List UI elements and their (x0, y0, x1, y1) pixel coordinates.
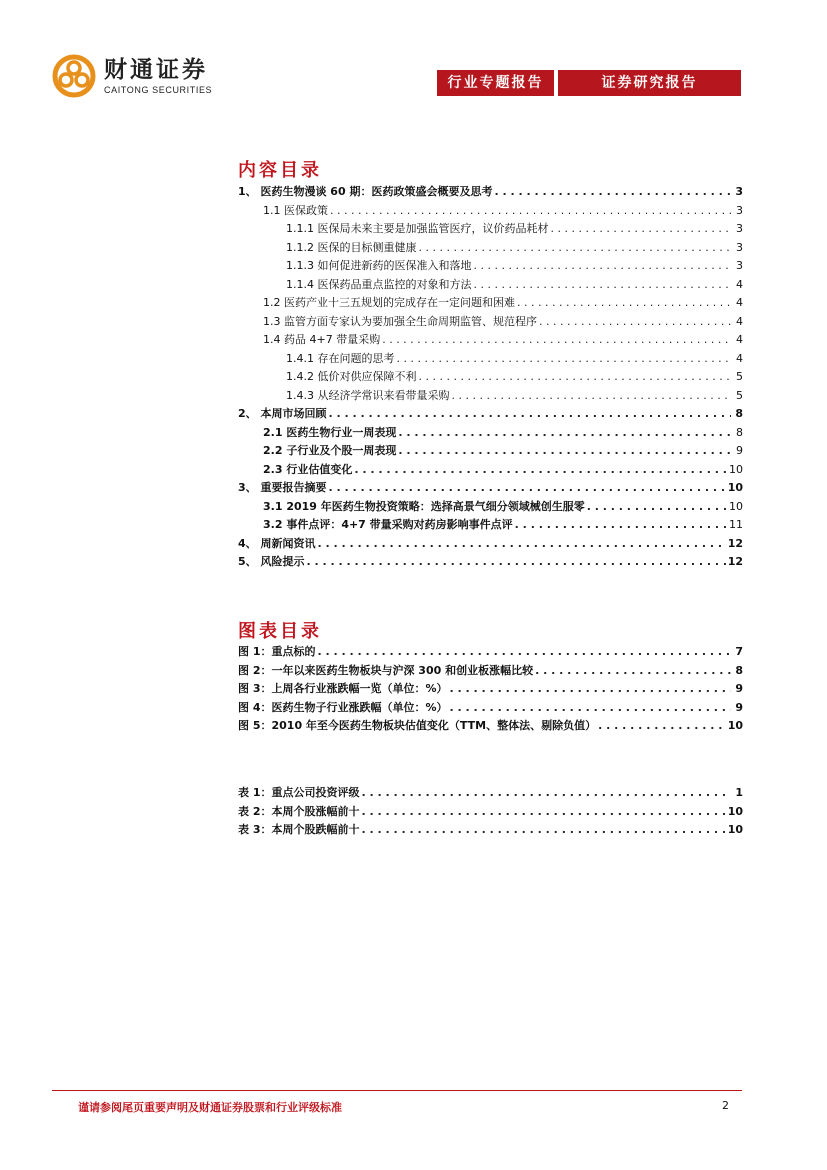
tables-list (238, 784, 743, 840)
leader-dots (473, 257, 731, 276)
leader-dots (397, 350, 732, 369)
leader-dots (494, 183, 731, 202)
toc-entry-page: 3 (736, 222, 743, 235)
report-type-tag: 行业专题报告 (437, 70, 554, 96)
toc-entry[interactable] (238, 553, 743, 572)
footer-disclaimer: 谨请参阅尾页重要声明及财通证券股票和行业评级标准 (78, 1101, 342, 1114)
figure-entry-label: 图 1：重点标的 (238, 645, 316, 658)
toc-entry-label: 4、 周新闻资讯 (238, 536, 316, 550)
leader-dots (330, 202, 731, 221)
leader-dots (398, 442, 731, 461)
toc-entry-page: 12 (727, 536, 743, 550)
figure-entry[interactable] (238, 699, 743, 718)
toc-entry-page: 9 (736, 444, 743, 457)
leader-dots (398, 424, 731, 443)
toc-entry-page: 5 (736, 370, 743, 383)
figure-entry-page: 8 (735, 663, 743, 677)
leader-dots (550, 220, 731, 239)
brand-name (104, 58, 212, 96)
figure-entry[interactable] (238, 643, 743, 662)
toc-entry[interactable] (238, 313, 743, 332)
leader-dots (354, 461, 727, 480)
toc-entry[interactable] (238, 350, 743, 369)
toc-entry-page: 10 (729, 499, 743, 513)
toc-list (238, 183, 743, 572)
toc-entry[interactable] (238, 331, 743, 350)
page-number: 2 (722, 1099, 729, 1112)
toc-entry-label: 1.1 医保政策 (263, 203, 328, 217)
toc-entry[interactable] (238, 535, 743, 554)
leader-dots (450, 699, 731, 718)
figure-entry[interactable] (238, 717, 743, 736)
table-entry-label: 表 2：本周个股涨幅前十 (238, 804, 360, 818)
figure-entry-page: 9 (735, 700, 743, 714)
toc-entry-page: 4 (736, 333, 743, 346)
toc-entry-label: 1.1.1 医保局未来主要是加强监管医疗，议价药品耗材 (286, 222, 549, 235)
brand-name-cn: 财通证券 (104, 56, 208, 83)
leader-dots (515, 516, 727, 535)
toc-entry[interactable] (238, 442, 743, 461)
toc-entry-label: 3、 重要报告摘要 (238, 481, 327, 494)
figure-entry-page: 9 (735, 682, 743, 695)
brand-name-en: CAITONG SECURITIES (104, 85, 213, 95)
toc-entry-page: 8 (735, 407, 743, 420)
toc-entry[interactable] (238, 294, 743, 313)
toc-entry-label: 1.4.3 从经济学常识来看带量采购 (286, 388, 450, 402)
figures-title: 图表目录 (238, 621, 322, 642)
figure-entry-page: 7 (735, 645, 743, 658)
toc-entry-label: 1.4.1 存在问题的思考 (286, 351, 395, 365)
research-report-tag: 证券研究报告 (558, 70, 741, 96)
toc-entry-page: 4 (736, 314, 743, 328)
leader-dots (598, 717, 726, 736)
table-entry[interactable] (238, 821, 743, 840)
toc-entry[interactable] (238, 368, 743, 387)
leader-dots (419, 239, 732, 258)
toc-entry[interactable] (238, 461, 743, 480)
page-header (0, 0, 827, 100)
toc-entry-page: 5 (736, 388, 743, 402)
figure-entry[interactable] (238, 662, 743, 681)
toc-entry-page: 11 (729, 518, 743, 531)
leader-dots (382, 331, 731, 350)
figure-entry-page: 10 (727, 719, 743, 732)
toc-entry-label: 1.2 医药产业十三五规划的完成存在一定问题和困难 (263, 296, 515, 309)
toc-entry-label: 5、 风险提示 (238, 555, 305, 568)
footer-divider (52, 1090, 742, 1091)
toc-entry-page: 4 (736, 277, 743, 291)
toc-entry[interactable] (238, 424, 743, 443)
leader-dots (361, 803, 725, 822)
leader-dots (361, 821, 725, 840)
figures-list (238, 643, 743, 736)
toc-entry-label: 1、 医药生物漫谈 60 期：医药政策盛会概要及思考 (238, 185, 493, 198)
leader-dots (535, 662, 731, 681)
toc-entry-page: 3 (736, 259, 743, 272)
figure-entry-label: 图 4：医药生物子行业涨跌幅（单位：%） (238, 700, 448, 714)
leader-dots (450, 680, 731, 699)
table-entry-label: 表 1：重点公司投资评级 (238, 786, 360, 799)
leader-dots (328, 405, 731, 424)
toc-entry[interactable] (238, 202, 743, 221)
toc-entry-label: 1.1.3 如何促进新药的医保准入和落地 (286, 259, 472, 272)
leader-dots (306, 553, 725, 572)
figure-entry-label: 图 3：上周各行业涨跌幅一览（单位：%） (238, 682, 448, 695)
toc-entry-page: 10 (729, 462, 743, 476)
toc-entry[interactable] (238, 405, 743, 424)
figure-entry[interactable] (238, 680, 743, 699)
leader-dots (539, 313, 731, 332)
toc-entry[interactable] (238, 183, 743, 202)
toc-entry-page: 12 (727, 555, 743, 568)
toc-entry-label: 2、 本周市场回顾 (238, 407, 327, 420)
leader-dots (317, 535, 725, 554)
toc-entry[interactable] (238, 387, 743, 406)
table-entry-page: 10 (727, 804, 743, 818)
toc-title: 内容目录 (238, 160, 322, 181)
figure-entry-label: 图 2：一年以来医药生物板块与沪深 300 和创业板涨幅比较 (238, 663, 534, 677)
toc-entry-page: 3 (735, 185, 743, 198)
figure-entry-label: 图 5：2010 年至今医药生物板块估值变化（TTM、整体法、剔除负值） (238, 719, 597, 732)
toc-entry-label: 1.3 监管方面专家认为要加强全生命周期监管、规范程序 (263, 314, 537, 328)
toc-entry-label: 3.2 事件点评：4+7 带量采购对药房影响事件点评 (263, 518, 513, 531)
leader-dots (452, 387, 732, 406)
toc-entry[interactable] (238, 498, 743, 517)
toc-entry[interactable] (238, 257, 743, 276)
toc-entry-label: 2.3 行业估值变化 (263, 462, 353, 476)
toc-entry[interactable] (238, 220, 743, 239)
toc-entry[interactable] (238, 516, 743, 535)
leader-dots (328, 479, 725, 498)
toc-entry-page: 10 (727, 481, 743, 494)
table-entry-page: 1 (735, 786, 743, 799)
toc-entry[interactable] (238, 479, 743, 498)
toc-entry-label: 2.1 医药生物行业一周表现 (263, 425, 397, 439)
toc-entry-page: 3 (736, 203, 743, 217)
leader-dots (517, 294, 731, 313)
toc-entry[interactable] (238, 239, 743, 258)
leader-dots (317, 643, 731, 662)
toc-entry-label: 3.1 2019 年医药生物投资策略：选择高景气细分领域械创生服零 (263, 499, 585, 513)
table-entry[interactable] (238, 784, 743, 803)
table-entry-label: 表 3：本周个股跌幅前十 (238, 823, 360, 836)
toc-entry[interactable] (238, 276, 743, 295)
leader-dots (473, 276, 731, 295)
toc-entry-label: 1.1.4 医保药品重点监控的对象和方法 (286, 277, 472, 291)
toc-entry-label: 1.4 药品 4+7 带量采购 (263, 333, 381, 346)
toc-entry-label: 1.4.2 低价对供应保障不利 (286, 370, 417, 383)
toc-entry-page: 4 (736, 296, 743, 309)
toc-entry-label: 2.2 子行业及个股一周表现 (263, 444, 397, 457)
table-entry[interactable] (238, 803, 743, 822)
leader-dots (361, 784, 731, 803)
table-entry-page: 10 (727, 823, 743, 836)
leader-dots (419, 368, 732, 387)
toc-entry-page: 8 (736, 425, 743, 439)
toc-entry-page: 4 (736, 351, 743, 365)
caitong-logo-icon (52, 54, 96, 98)
leader-dots (587, 498, 727, 517)
toc-entry-page: 3 (736, 240, 743, 254)
toc-entry-label: 1.1.2 医保的目标侧重健康 (286, 240, 417, 254)
